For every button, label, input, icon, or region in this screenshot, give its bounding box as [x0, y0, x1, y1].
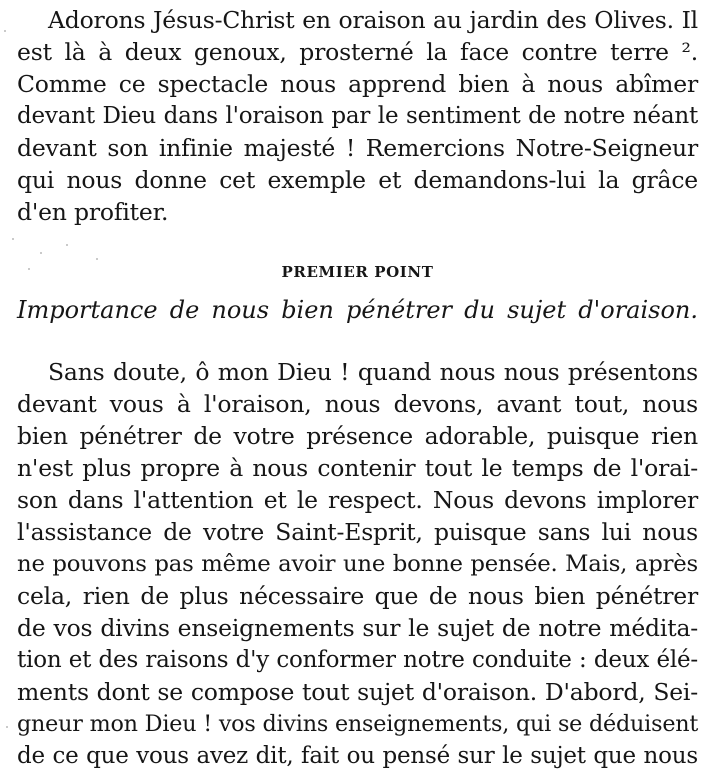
body-line: ne pouvons pas même avoir une bonne pensée. Mais, après [17, 551, 698, 577]
body-line: cela, rien de plus nécessaire que de nous bien pénétrer [17, 582, 698, 610]
body-line: devant vous à l'oraison, nous devons, avant tout, nous [17, 390, 698, 418]
scan-speck [4, 30, 6, 32]
body-line: n'est plus propre à nous contenir tout le temps de l'orai- [17, 454, 698, 482]
section-heading: PREMIER POINT [281, 263, 434, 281]
section-subtitle: Importance de nous bien pénétrer du sujet d'oraison. [17, 296, 698, 324]
body-line: son dans l'attention et le respect. Nous devons implorer [17, 486, 698, 514]
scan-speck [12, 238, 14, 240]
scan-speck [96, 258, 98, 260]
body-line: de ce que vous avez dit, fait ou pensé sur le sujet que nous [17, 743, 698, 769]
body-line: ments dont se compose tout sujet d'oraison. D'abord, Sei- [17, 678, 698, 706]
intro-line: devant Dieu dans l'oraison par le sentiment de notre néant [17, 103, 698, 129]
body-line: de vos divins enseignements sur le sujet de notre médita- [17, 614, 698, 642]
intro-line: devant son infinie majesté ! Remercions Notre-Seigneur [17, 134, 698, 162]
scan-speck [28, 268, 30, 270]
scan-speck [40, 252, 42, 254]
intro-line: Adorons Jésus-Christ en oraison au jardin des Olives. Il [48, 6, 698, 34]
body-line: gneur mon Dieu ! vos divins enseignements, qui se déduisent [17, 711, 699, 737]
intro-line: d'en profiter. [17, 198, 169, 226]
scan-speck [6, 726, 8, 728]
body-line: l'assistance de votre Saint-Esprit, puisque sans lui nous [17, 518, 698, 546]
body-line: bien pénétrer de votre présence adorable, puisque rien [17, 422, 698, 450]
intro-line: est là à deux genoux, prosterné la face contre terre ². [17, 38, 698, 66]
scan-speck [66, 244, 68, 246]
body-line: tion et des raisons d'y conformer notre conduite : deux élé- [17, 647, 698, 673]
intro-line: Comme ce spectacle nous apprend bien à nous abîmer [17, 70, 698, 98]
body-line: Sans doute, ô mon Dieu ! quand nous nous présentons [48, 358, 698, 386]
intro-line: qui nous donne cet exemple et demandons-lui la grâce [17, 166, 698, 194]
